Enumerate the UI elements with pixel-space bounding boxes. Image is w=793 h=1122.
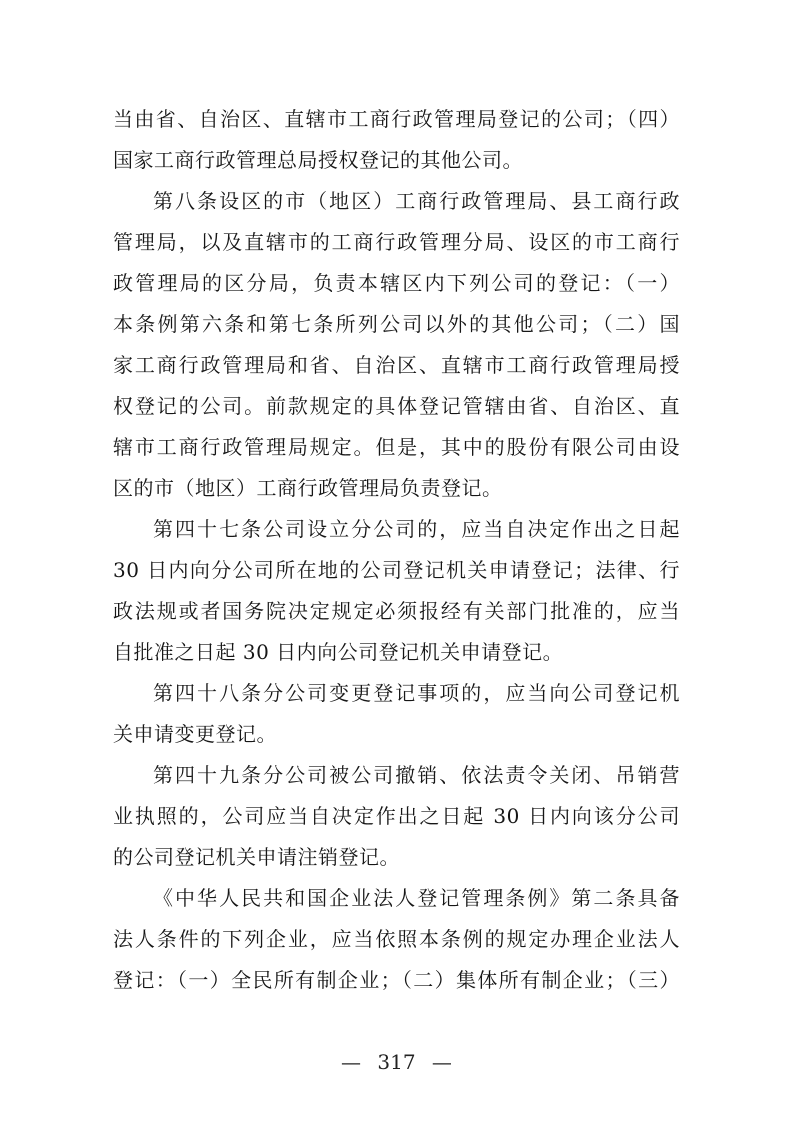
text-line: 登记：（一）全民所有制企业；（二）集体所有制企业；（三）	[113, 968, 680, 992]
text-line: 当由省、自治区、直辖市工商行政管理局登记的公司；（四）	[113, 107, 680, 131]
text-line: 第八条设区的市（地区）工商行政管理局、县工商行政	[153, 189, 680, 213]
document-body	[113, 99, 680, 1001]
text-line: 《中华人民共和国企业法人登记管理条例》第二条具备	[153, 886, 680, 910]
page-number: — 317 —	[341, 1050, 452, 1074]
text-line: 区的市（地区）工商行政管理局负责登记。	[113, 476, 503, 500]
text-line: 业执照的，公司应当自决定作出之日起 30 日内向该分公司	[113, 804, 680, 828]
text-line: 政管理局的区分局，负责本辖区内下列公司的登记：（一）	[113, 271, 680, 295]
text-line: 辖市工商行政管理局规定。但是，其中的股份有限公司由设	[113, 435, 680, 459]
text-line: 家工商行政管理局和省、自治区、直辖市工商行政管理局授	[113, 353, 680, 377]
text-line: 自批准之日起 30 日内向公司登记机关申请登记。	[113, 640, 564, 664]
text-line: 权登记的公司。前款规定的具体登记管辖由省、自治区、直	[113, 394, 680, 418]
text-line: 的公司登记机关申请注销登记。	[113, 845, 400, 869]
text-line: 法人条件的下列企业，应当依照本条例的规定办理企业法人	[113, 927, 680, 951]
text-line: 关申请变更登记。	[113, 722, 277, 746]
text-line: 政法规或者国务院决定规定必须报经有关部门批准的，应当	[113, 599, 680, 623]
text-line: 30 日内向分公司所在地的公司登记机关申请登记；法律、行	[113, 558, 680, 582]
text-line: 第四十七条公司设立分公司的，应当自决定作出之日起	[153, 517, 680, 541]
text-line: 第四十八条分公司变更登记事项的，应当向公司登记机	[153, 681, 680, 705]
text-line: 国家工商行政管理总局授权登记的其他公司。	[113, 148, 523, 172]
text-line: 本条例第六条和第七条所列公司以外的其他公司；（二）国	[113, 312, 680, 336]
text-line: 第四十九条分公司被公司撤销、依法责令关闭、吊销营	[153, 763, 680, 787]
page-footer	[0, 1050, 793, 1074]
text-line: 管理局，以及直辖市的工商行政管理分局、设区的市工商行	[113, 230, 680, 254]
